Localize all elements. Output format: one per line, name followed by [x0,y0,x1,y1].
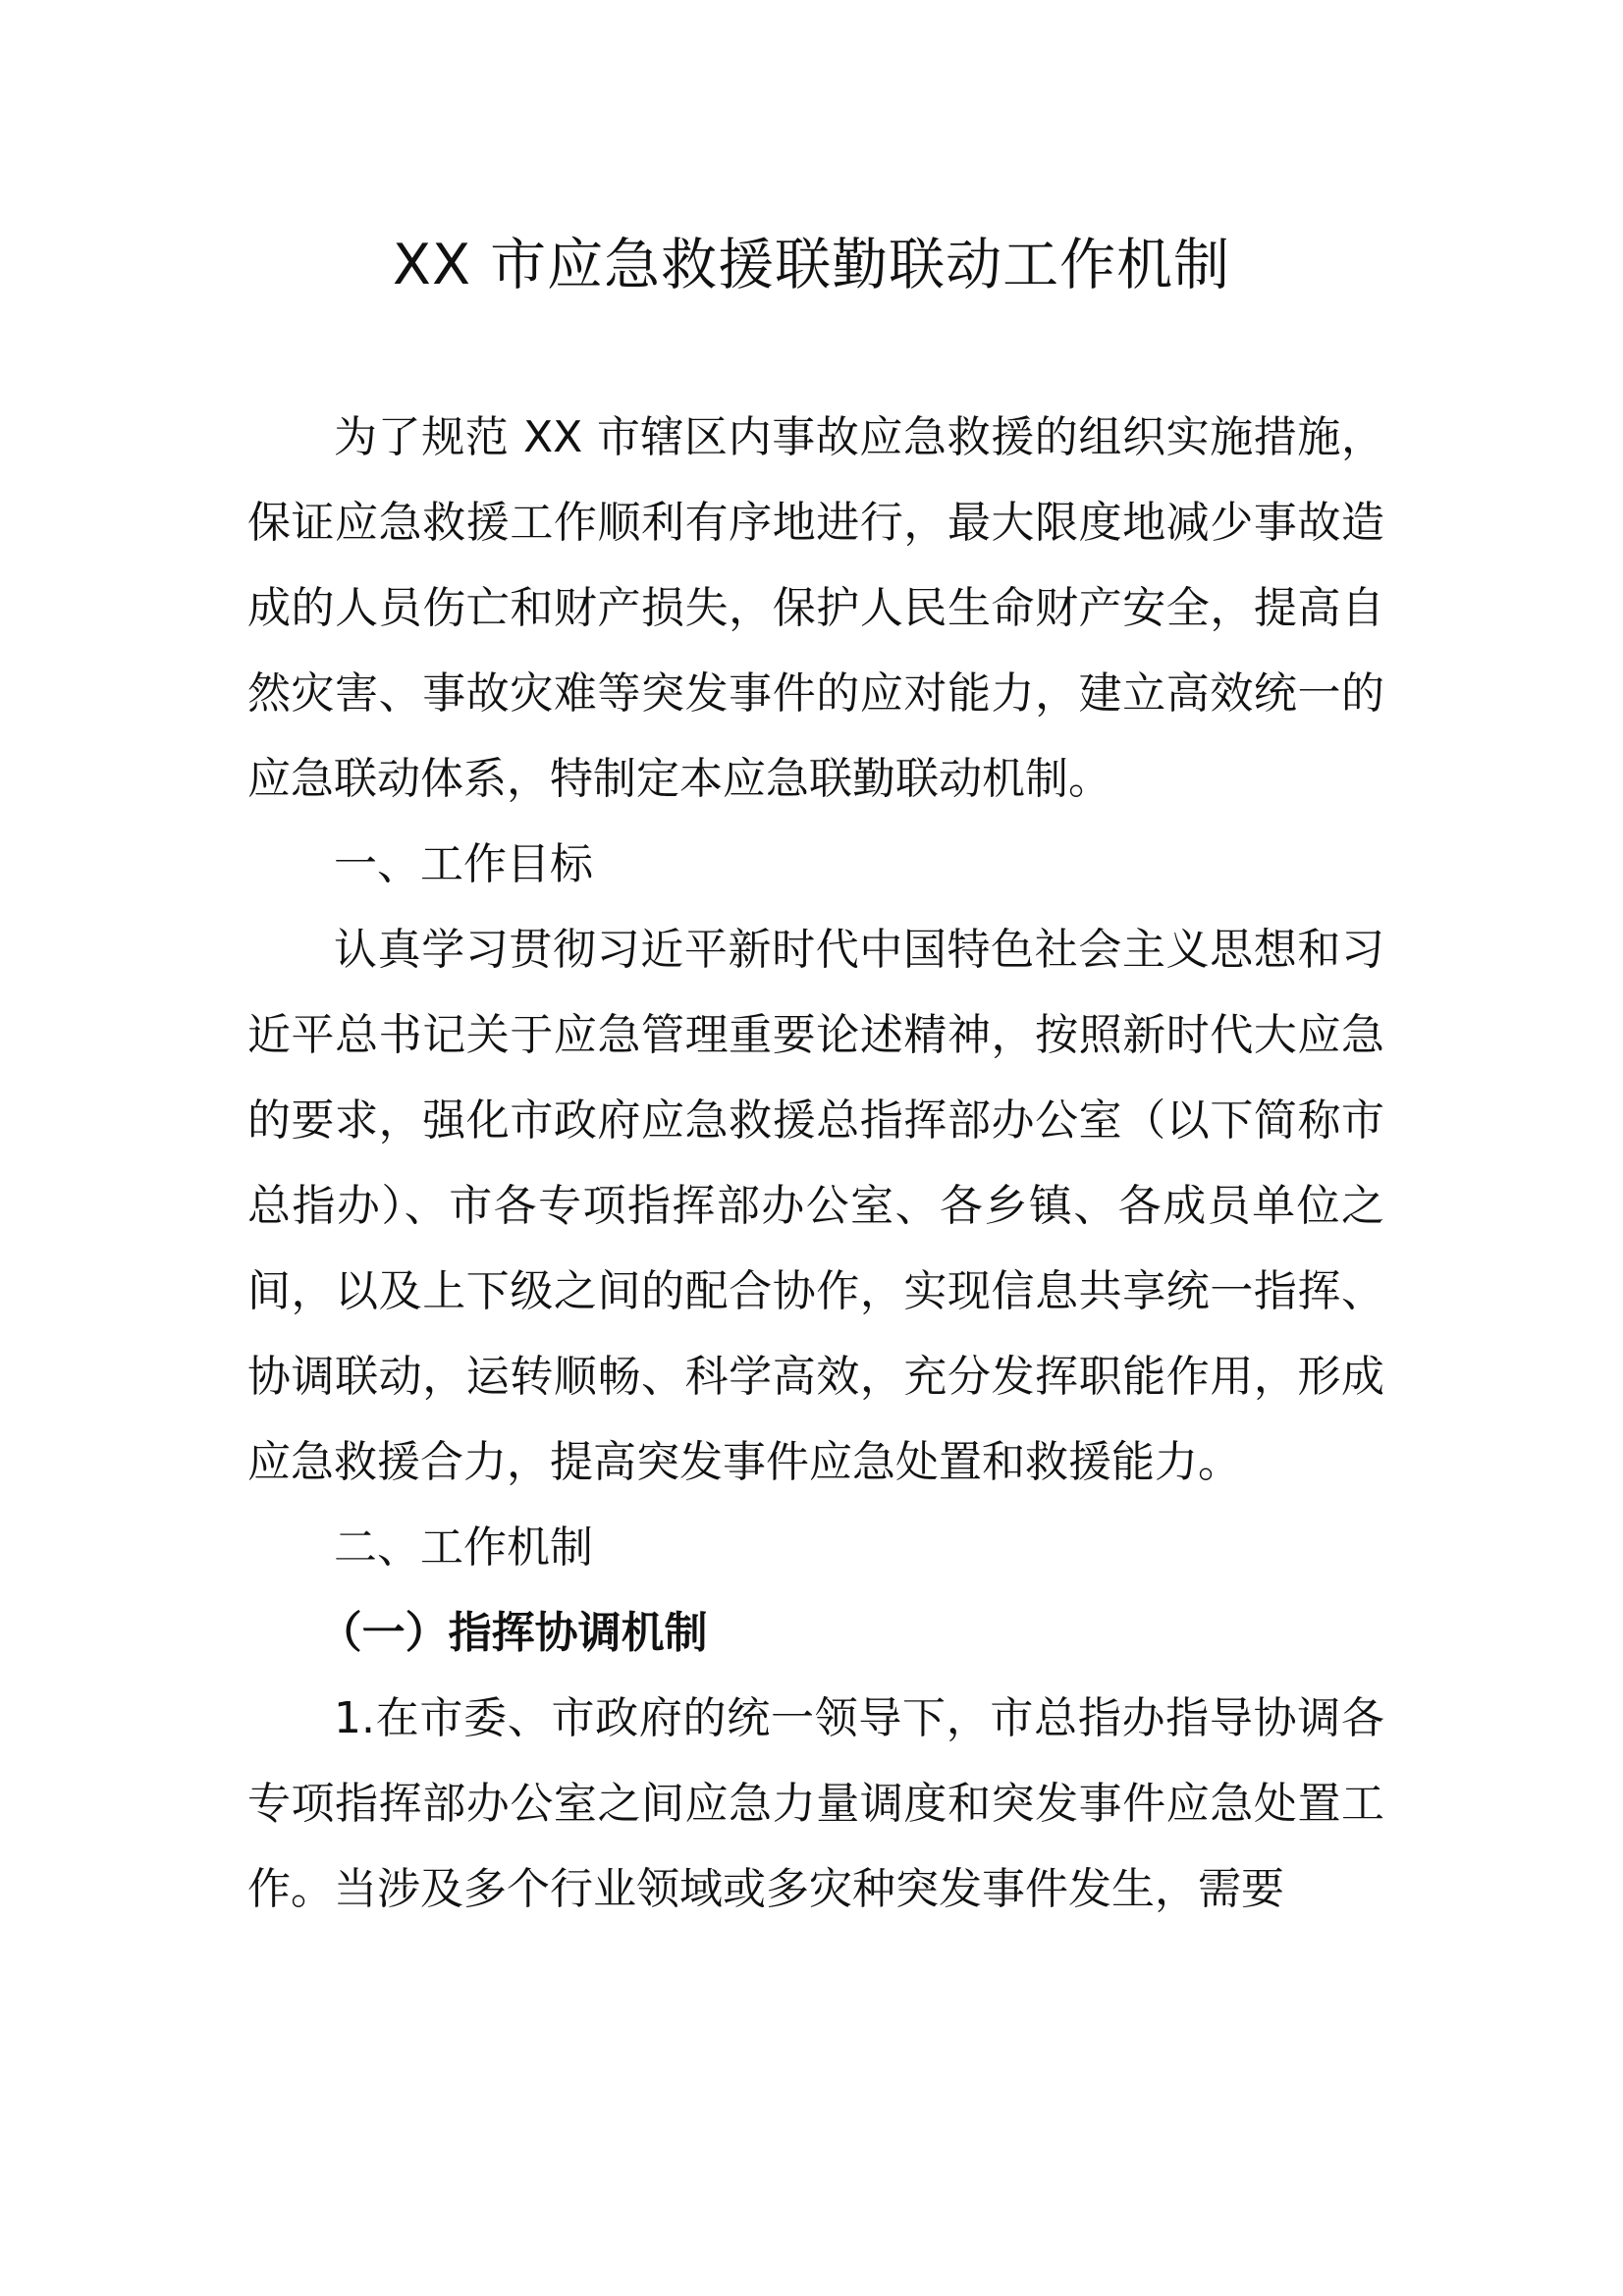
document-body [247,395,1384,1932]
subsection-heading-command: （一）指挥协调机制 [318,1608,708,1658]
goals-paragraph: 认真学习贯彻习近平新时代中国特色社会主义思想和习近平总书记关于应急管理重要论述精神，按照新时代大应急的要求，强化市政府应急救援总指挥部办公室（以下简称市总指办）、市各专项指挥部办公室、各乡镇、各成员单位之间，以及上下级之间的配合协作，实现信息共享统一指挥、协调联动，运转顺畅、科学高效，充分发挥职能作用，形成应急救援合力，提高突发事件应急处置和救援能力。 [247,925,1384,1487]
document-title: XX 市应急救援联勤联动工作机制 [392,233,1231,297]
section-heading-goals: 一、工作目标 [334,839,593,889]
command-paragraph: 1.在市委、市政府的统一领导下，市总指办指导协调各专项指挥部办公室之间应急力量调度和突发事件应急处置工作。当涉及多个行业领域或多灾种突发事件发生，需要 [247,1693,1384,1914]
section-heading-mechanism: 二、工作机制 [334,1522,593,1573]
intro-paragraph: 为了规范 XX 市辖区内事故应急救援的组织实施措施，保证应急救援工作顺利有序地进行，最大限度地减少事故造成的人员伤亡和财产损失，保护人民生命财产安全，提高自然灾害、事故灾难等突发事件的应对能力，建立高效统一的应急联动体系，特制定本应急联勤联动机制。 [247,412,1384,804]
